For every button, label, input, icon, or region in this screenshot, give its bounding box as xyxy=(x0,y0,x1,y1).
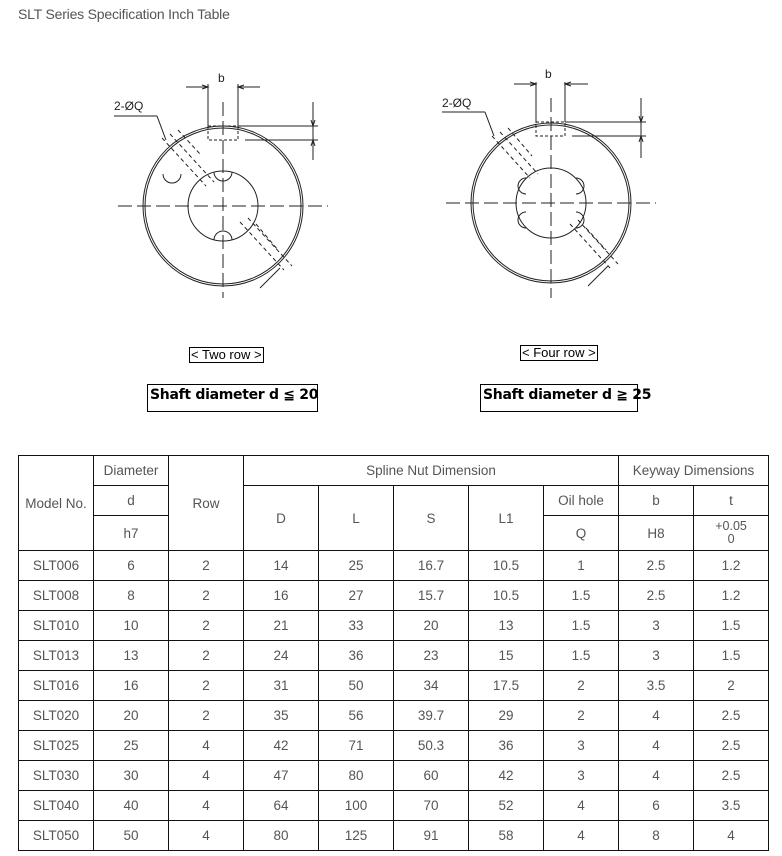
cell-D: 31 xyxy=(244,671,319,701)
table-row xyxy=(19,641,769,671)
width-label: b xyxy=(545,67,552,81)
cell-L: 33 xyxy=(319,611,394,641)
cell-L1: 42 xyxy=(469,761,544,791)
table-row xyxy=(19,731,769,761)
header-d: d xyxy=(94,486,169,516)
cell-keyway-t: 1.2 xyxy=(694,581,769,611)
cell-row: 4 xyxy=(169,821,244,851)
cell-S: 70 xyxy=(394,791,469,821)
cell-D: 21 xyxy=(244,611,319,641)
table-row xyxy=(19,761,769,791)
header-h7: h7 xyxy=(94,516,169,551)
cell-keyway-t: 2 xyxy=(694,671,769,701)
cell-diameter-d: 25 xyxy=(94,731,169,761)
cell-keyway-t: 1.2 xyxy=(694,551,769,581)
cell-L: 71 xyxy=(319,731,394,761)
cell-oil-hole-Q: 3 xyxy=(544,761,619,791)
cell-oil-hole-Q: 4 xyxy=(544,791,619,821)
cell-L1: 15 xyxy=(469,641,544,671)
cell-L: 100 xyxy=(319,791,394,821)
cell-diameter-d: 30 xyxy=(94,761,169,791)
cell-row: 2 xyxy=(169,581,244,611)
hole-label: 2-ØQ xyxy=(442,96,472,110)
specification-table xyxy=(18,455,769,851)
cell-D: 35 xyxy=(244,701,319,731)
cell-keyway-b: 2.5 xyxy=(619,551,694,581)
header-L1: L1 xyxy=(469,486,544,551)
cell-L1: 10.5 xyxy=(469,551,544,581)
cell-diameter-d: 13 xyxy=(94,641,169,671)
cell-keyway-t: 1.5 xyxy=(694,611,769,641)
cell-oil-hole-Q: 3 xyxy=(544,731,619,761)
four-row-caption: < Four row > xyxy=(522,345,596,360)
cell-row: 2 xyxy=(169,611,244,641)
table-row xyxy=(19,551,769,581)
cell-keyway-t: 3.5 xyxy=(694,791,769,821)
cell-L1: 13 xyxy=(469,611,544,641)
cell-D: 80 xyxy=(244,821,319,851)
cell-row: 4 xyxy=(169,731,244,761)
header-diameter: Diameter xyxy=(94,456,169,486)
cell-oil-hole-Q: 2 xyxy=(544,701,619,731)
cell-D: 42 xyxy=(244,731,319,761)
cell-L: 27 xyxy=(319,581,394,611)
cell-keyway-b: 4 xyxy=(619,731,694,761)
cell-model: SLT040 xyxy=(19,791,94,821)
cell-diameter-d: 8 xyxy=(94,581,169,611)
cell-keyway-t: 2.5 xyxy=(694,701,769,731)
header-S: S xyxy=(394,486,469,551)
cell-oil-hole-Q: 1.5 xyxy=(544,581,619,611)
cell-row: 2 xyxy=(169,701,244,731)
cell-keyway-b: 6 xyxy=(619,791,694,821)
cell-L1: 52 xyxy=(469,791,544,821)
cell-oil-hole-Q: 2 xyxy=(544,671,619,701)
cell-keyway-b: 4 xyxy=(619,701,694,731)
cell-model: SLT050 xyxy=(19,821,94,851)
header-H8: H8 xyxy=(619,516,694,551)
four-row-condition-label: Shaft diameter d ≧ 25 xyxy=(480,384,638,412)
page-title: SLT Series Specification Inch Table xyxy=(18,6,230,22)
cell-keyway-b: 2.5 xyxy=(619,581,694,611)
cell-S: 20 xyxy=(394,611,469,641)
cell-oil-hole-Q: 1.5 xyxy=(544,611,619,641)
cell-diameter-d: 40 xyxy=(94,791,169,821)
cell-keyway-t: 2.5 xyxy=(694,761,769,791)
cell-S: 23 xyxy=(394,641,469,671)
table-row xyxy=(19,791,769,821)
header-keyway-dimensions: Keyway Dimensions xyxy=(619,456,769,486)
cell-D: 14 xyxy=(244,551,319,581)
table-row xyxy=(19,701,769,731)
header-t: t xyxy=(694,486,769,516)
cell-oil-hole-Q: 1.5 xyxy=(544,641,619,671)
cell-keyway-b: 8 xyxy=(619,821,694,851)
cell-model: SLT010 xyxy=(19,611,94,641)
cell-keyway-t: 2.5 xyxy=(694,731,769,761)
cell-model: SLT013 xyxy=(19,641,94,671)
cell-row: 2 xyxy=(169,551,244,581)
cell-diameter-d: 50 xyxy=(94,821,169,851)
cell-oil-hole-Q: 1 xyxy=(544,551,619,581)
header-row-1 xyxy=(19,456,769,486)
tolerance-lower: 0 xyxy=(727,532,735,546)
cell-L: 50 xyxy=(319,671,394,701)
cell-L: 56 xyxy=(319,701,394,731)
cell-L1: 58 xyxy=(469,821,544,851)
four-row-cross-section-diagram xyxy=(430,60,670,300)
header-spline-nut-dimension: Spline Nut Dimension xyxy=(244,456,619,486)
cell-S: 39.7 xyxy=(394,701,469,731)
cell-keyway-b: 3 xyxy=(619,641,694,671)
cell-keyway-b: 4 xyxy=(619,761,694,791)
cell-L1: 10.5 xyxy=(469,581,544,611)
header-row-2 xyxy=(19,486,769,516)
cell-keyway-t: 4 xyxy=(694,821,769,851)
cell-S: 34 xyxy=(394,671,469,701)
cell-L: 36 xyxy=(319,641,394,671)
cell-S: 50.3 xyxy=(394,731,469,761)
header-D: D xyxy=(244,486,319,551)
two-row-condition-label: Shaft diameter d ≦ 20 xyxy=(147,384,318,412)
cell-diameter-d: 10 xyxy=(94,611,169,641)
cell-model: SLT025 xyxy=(19,731,94,761)
table-row xyxy=(19,821,769,851)
tolerance-upper: +0.05 xyxy=(715,519,747,533)
cell-S: 60 xyxy=(394,761,469,791)
table-row xyxy=(19,611,769,641)
cell-model: SLT030 xyxy=(19,761,94,791)
cell-D: 47 xyxy=(244,761,319,791)
two-row-cross-section-diagram xyxy=(100,60,340,300)
header-Q: Q xyxy=(544,516,619,551)
cell-S: 91 xyxy=(394,821,469,851)
cell-keyway-t: 1.5 xyxy=(694,641,769,671)
cell-D: 16 xyxy=(244,581,319,611)
cell-L1: 17.5 xyxy=(469,671,544,701)
cell-oil-hole-Q: 4 xyxy=(544,821,619,851)
cell-S: 16.7 xyxy=(394,551,469,581)
cell-diameter-d: 16 xyxy=(94,671,169,701)
header-L: L xyxy=(319,486,394,551)
cell-D: 64 xyxy=(244,791,319,821)
cell-L1: 29 xyxy=(469,701,544,731)
cell-keyway-b: 3.5 xyxy=(619,671,694,701)
cell-L: 80 xyxy=(319,761,394,791)
header-row: Row xyxy=(169,456,244,551)
header-b: b xyxy=(619,486,694,516)
cell-diameter-d: 6 xyxy=(94,551,169,581)
table-row xyxy=(19,671,769,701)
header-oil-hole: Oil hole xyxy=(544,486,619,516)
cell-D: 24 xyxy=(244,641,319,671)
cell-S: 15.7 xyxy=(394,581,469,611)
hole-label: 2-ØQ xyxy=(114,99,144,113)
cell-diameter-d: 20 xyxy=(94,701,169,731)
cell-model: SLT016 xyxy=(19,671,94,701)
cell-keyway-b: 3 xyxy=(619,611,694,641)
cell-model: SLT020 xyxy=(19,701,94,731)
cell-row: 4 xyxy=(169,761,244,791)
cell-L: 125 xyxy=(319,821,394,851)
width-label: b xyxy=(218,71,225,85)
cell-model: SLT006 xyxy=(19,551,94,581)
cell-model: SLT008 xyxy=(19,581,94,611)
cell-row: 2 xyxy=(169,641,244,671)
cell-L1: 36 xyxy=(469,731,544,761)
table-row xyxy=(19,581,769,611)
header-model: Model No. xyxy=(19,456,94,551)
cell-row: 2 xyxy=(169,671,244,701)
cell-row: 4 xyxy=(169,791,244,821)
two-row-caption: < Two row > xyxy=(191,347,262,362)
cell-L: 25 xyxy=(319,551,394,581)
header-t-tolerance xyxy=(694,516,769,551)
